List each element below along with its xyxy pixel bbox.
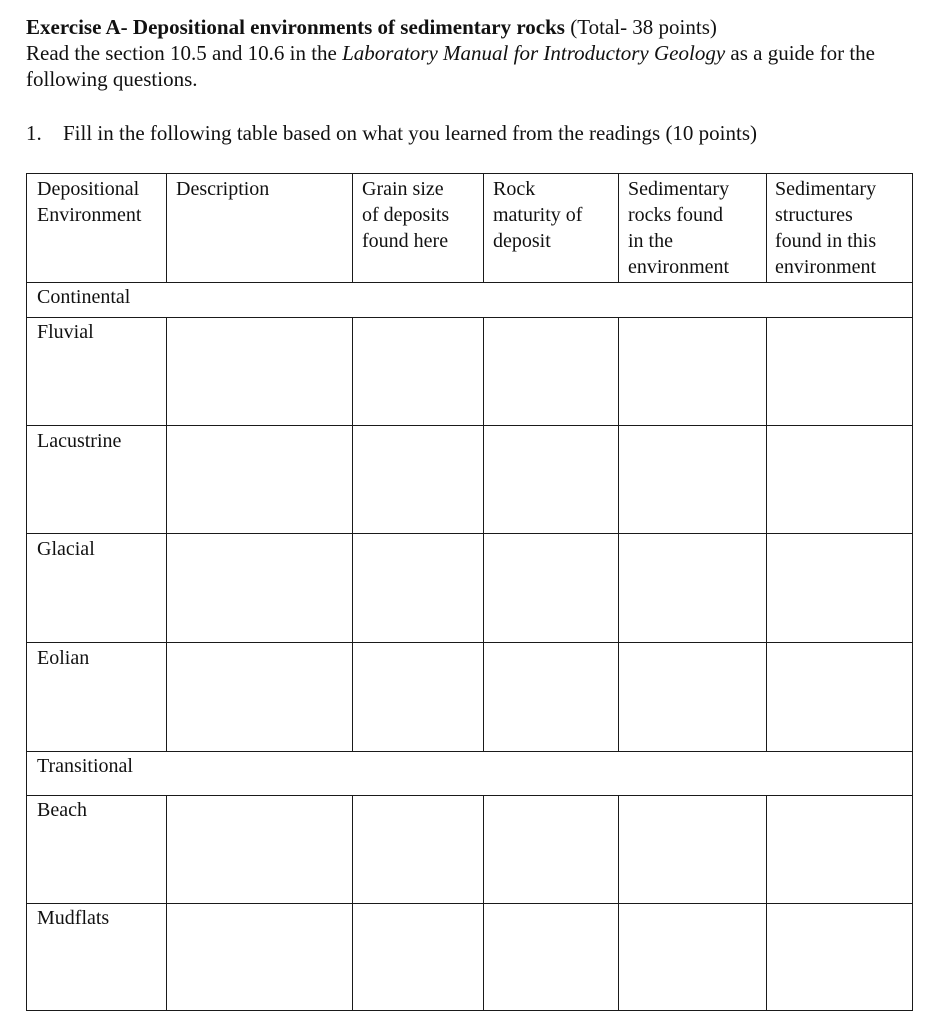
header-rocks-line: rocks found: [628, 204, 723, 226]
header-grain-size-line: Grain size: [362, 178, 444, 200]
col-divider-5-continental: [766, 317, 767, 751]
header-rocks-line: Sedimentary: [628, 178, 730, 200]
question-text: Fill in the following table based on what you learned from the readings (10 points): [63, 121, 758, 145]
col-divider-5-header: [766, 174, 767, 282]
glacial-bottom-rule: [27, 642, 912, 643]
col-divider-5-transitional: [766, 795, 767, 1011]
col-divider-1-continental: [166, 317, 167, 751]
beach-bottom-rule: [27, 903, 912, 904]
header-maturity-line: maturity of: [493, 204, 583, 226]
group-transitional: Transitional: [37, 755, 133, 777]
group-continental: Continental: [37, 286, 131, 308]
header-structures-line: found in this: [775, 230, 877, 252]
header-rocks-line: in the: [628, 230, 673, 252]
row-label-mudflats: Mudflats: [37, 907, 110, 929]
header-description: [176, 176, 269, 202]
exercise-intro: [26, 40, 921, 92]
row-label-beach: Beach: [37, 799, 87, 821]
question-number: 1.: [26, 121, 42, 145]
col-divider-2-header: [352, 174, 353, 282]
header-rocks: [628, 176, 729, 280]
header-bottom-rule: [27, 282, 912, 283]
header-environment: [37, 176, 141, 228]
row-label-glacial: Glacial: [37, 538, 95, 560]
lacustrine-bottom-rule: [27, 533, 912, 534]
col-divider-3-transitional: [483, 795, 484, 1011]
header-structures-line: environment: [775, 256, 877, 278]
header-grain-size: [362, 176, 449, 254]
exercise-total-points: (Total- 38 points): [564, 15, 717, 39]
col-divider-4-header: [618, 174, 619, 282]
col-divider-4-continental: [618, 317, 619, 751]
row-label-eolian: Eolian: [37, 647, 90, 669]
header-rocks-line: environment: [628, 256, 730, 278]
header-environment-line: Depositional: [37, 178, 140, 200]
header-description-line: Description: [176, 178, 270, 200]
header-structures-line: Sedimentary: [775, 178, 877, 200]
eolian-bottom-rule: [27, 751, 912, 752]
row-label-lacustrine: Lacustrine: [37, 430, 122, 452]
exercise-title: [26, 14, 921, 40]
header-grain-size-line: found here: [362, 230, 449, 252]
header-structures-line: structures: [775, 204, 853, 226]
header-maturity-line: Rock: [493, 178, 536, 200]
col-divider-1-header: [166, 174, 167, 282]
transitional-bottom-rule: [27, 795, 912, 796]
col-divider-4-transitional: [618, 795, 619, 1011]
exercise-title-bold: Exercise A- Depositional environments of sedimentary rocks: [26, 15, 565, 39]
header-environment-line: Environment: [37, 204, 142, 226]
intro-book-title: Laboratory Manual for Introductory Geology: [342, 41, 726, 65]
header-structures: [775, 176, 876, 280]
exercise-header: [26, 14, 921, 92]
header-maturity: [493, 176, 582, 254]
header-maturity-line: deposit: [493, 230, 551, 252]
col-divider-2-continental: [352, 317, 353, 751]
col-divider-2-transitional: [352, 795, 353, 1011]
question-1: [26, 120, 757, 146]
col-divider-3-header: [483, 174, 484, 282]
continental-bottom-rule: [27, 317, 912, 318]
header-grain-size-line: of deposits: [362, 204, 450, 226]
row-label-fluvial: Fluvial: [37, 321, 94, 343]
intro-suffix: as a guide for the following questions.: [26, 41, 876, 91]
fluvial-bottom-rule: [27, 425, 912, 426]
col-divider-3-continental: [483, 317, 484, 751]
intro-prefix: Read the section 10.5 and 10.6 in the: [26, 41, 343, 65]
col-divider-1-transitional: [166, 795, 167, 1011]
environments-table: [26, 173, 913, 1011]
